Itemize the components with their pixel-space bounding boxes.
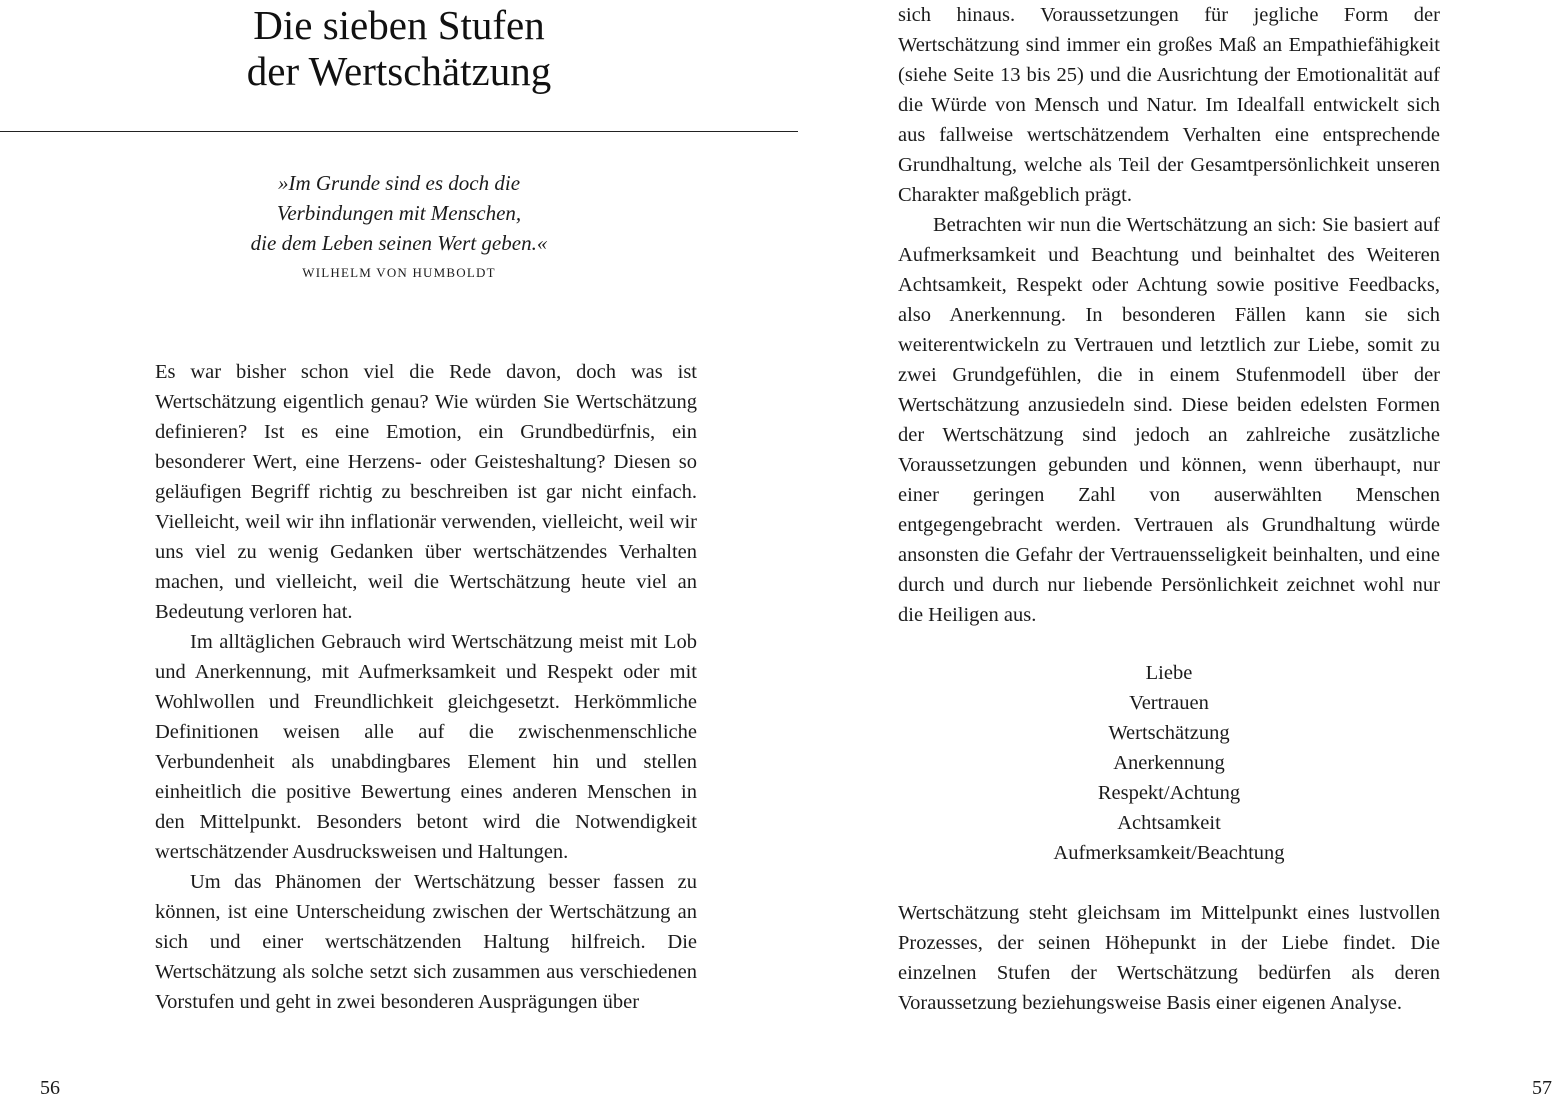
left-body-text [155, 357, 697, 1017]
right-page [780, 0, 1560, 1100]
body-paragraph: Um das Phänomen der Wertschätzung besser fassen zu können, ist eine Unterscheidung zwischen der Wertschätzung an sich und einer wertschätzenden Haltung hilfreich. Die Wertschätzung als solche setzt sich zusammen aus verschiedenen Vorstufen und geht in zwei besonderen Ausprägungen über [155, 871, 697, 1013]
epigraph-line: »Im Grunde sind es doch die [277, 171, 521, 195]
chapter-title [0, 2, 798, 94]
right-closing-text [898, 898, 1440, 1018]
epigraph-line: die dem Leben seinen Wert geben.« [250, 231, 548, 255]
chapter-title-line-2: der Wertschätzung [246, 48, 552, 94]
title-divider [0, 131, 798, 132]
stufe-item: Aufmerksamkeit/Beachtung [1053, 842, 1285, 864]
stufen-list [898, 658, 1440, 868]
stufe-item: Liebe [1145, 662, 1193, 684]
epigraph-line: Verbindungen mit Menschen, [276, 201, 522, 225]
stufe-item: Respekt/Achtung [1097, 782, 1241, 804]
right-body-text [898, 0, 1440, 630]
chapter-title-line-1: Die sieben Stufen [253, 2, 545, 48]
body-paragraph: Im alltäglichen Gebrauch wird Wertschätzung meist mit Lob und Anerkennung, mit Aufmerksamkeit und Respekt oder mit Wohlwollen und Freundlichkeit gleichgesetzt. Herkömmliche Definitionen weisen alle auf die zwischenmenschliche Verbundenheit als unabdingbares Element hin und stellen einheitlich die positive Bewertung eines anderen Menschen in den Mittelpunkt. Besonders betont wird die Notwendigkeit wertschätzender Ausdrucksweisen und Haltungen. [155, 631, 697, 863]
body-paragraph: Es war bisher schon viel die Rede davon, doch was ist Wertschätzung eigentlich genau? Wie würden Sie Wertschätzung definieren? Ist es eine Emotion, ein Grundbedürfnis, ein besonderer Wert, eine Herzens- oder Geisteshaltung? Diesen so geläufigen Begriff richtig zu beschreiben ist gar nicht einfach. Vielleicht, weil wir ihn inflationär verwenden, vielleicht, weil wir uns viel zu wenig Gedanken über wertschätzendes Verhalten machen, und vielleicht, weil die Wertschätzung heute viel an Bedeutung verloren hat. [155, 361, 697, 623]
epigraph [0, 168, 798, 282]
stufe-item: Wertschätzung [1108, 722, 1230, 744]
page-number-left: 56 [40, 1077, 60, 1099]
page-number-right: 57 [1532, 1077, 1552, 1099]
stufe-item: Achtsamkeit [1117, 812, 1221, 834]
body-paragraph: Betrachten wir nun die Wertschätzung an sich: Sie basiert auf Aufmerksamkeit und Beachtung und beinhaltet des Weiteren Achtsamkeit, Respekt oder Achtung sowie positive Feedbacks, also Anerkennung. In besonderen Fällen kann sie sich weiterentwickeln zu Vertrauen und letztlich zur Liebe, somit zu zwei Grundgefühlen, die in einem Stufenmodell über der Wertschätzung anzusiedeln sind. Diese beiden edelsten Formen der Wertschätzung sind jedoch an zahlreiche zusätzliche Voraussetzungen gebunden und können, wenn überhaupt, nur einer geringen Zahl von auserwählten Menschen entgegengebracht werden. Vertrauen als Grundhaltung würde ansonsten die Gefahr der Vertrauensseligkeit beinhalten, und eine durch und durch nur liebende Persönlichkeit zeichnet wohl nur die Heiligen aus. [898, 214, 1440, 626]
body-paragraph: sich hinaus. Voraussetzungen für jegliche Form der Wertschätzung sind immer ein großes Maß an Empathiefähigkeit (siehe Seite 13 bis 25) und die Ausrichtung der Emotionalität auf die Würde von Mensch und Natur. Im Idealfall entwickelt sich aus fallweise wertschätzendem Verhalten eine entsprechende Grundhaltung, welche als Teil der Gesamtpersönlichkeit unseren Charakter maßgeblich prägt. [898, 4, 1440, 206]
epigraph-author: WILHELM VON HUMBOLDT [302, 265, 496, 280]
body-paragraph: Wertschätzung steht gleichsam im Mittelpunkt eines lustvollen Prozesses, der seinen Höhepunkt in der Liebe findet. Die einzelnen Stufen der Wertschätzung bedürfen als deren Voraussetzung beziehungsweise Basis einer eigenen Analyse. [898, 902, 1440, 1014]
stufe-item: Anerkennung [1113, 752, 1225, 774]
stufe-item: Vertrauen [1129, 692, 1209, 714]
